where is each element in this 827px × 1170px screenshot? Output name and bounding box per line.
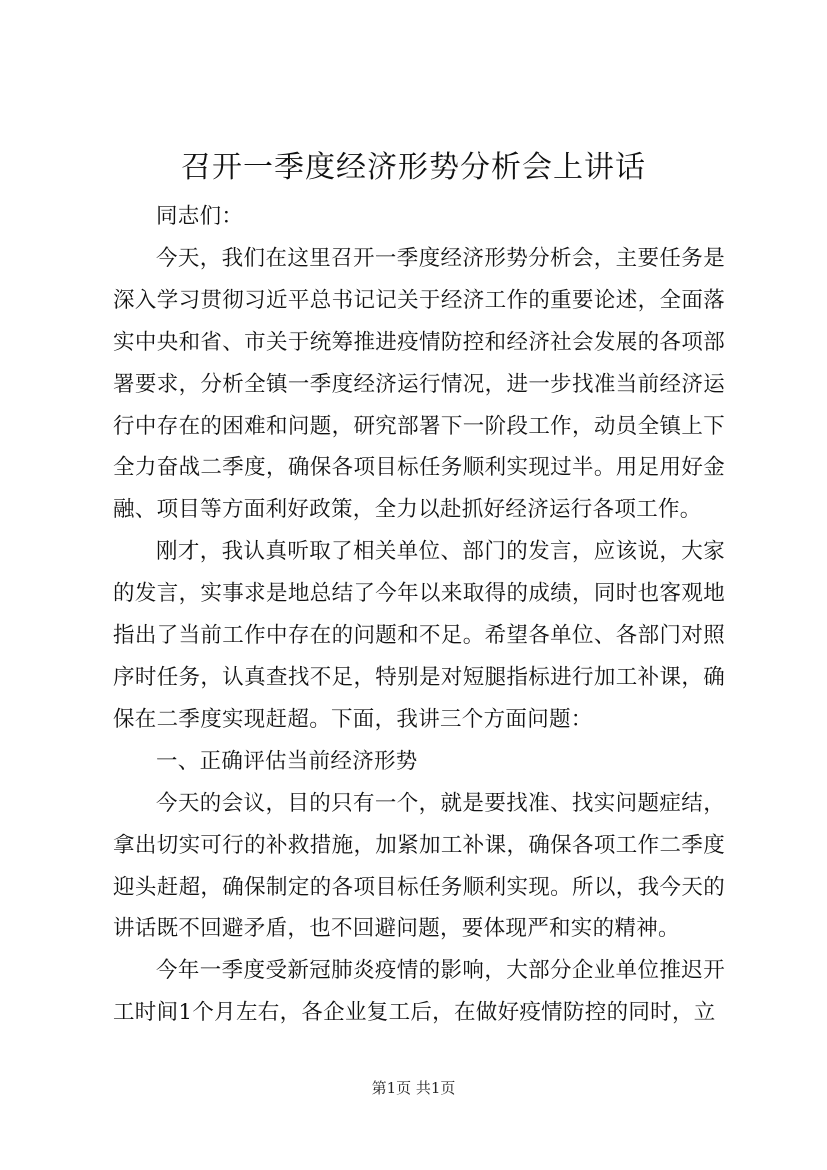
document-title: 召开一季度经济形势分析会上讲话 xyxy=(181,150,646,185)
page-footer: 第1页 共1页 xyxy=(371,1079,456,1097)
paragraph: 今年一季度受新冠肺炎疫情的影响，大部分企业单位推迟开工时间1个月左右，各企业复工后，在做好疫情防控的同时，立 xyxy=(113,958,725,1026)
paragraph: 刚才，我认真听取了相关单位、部门的发言，应该说，大家的发言，实事求是地总结了今年以来取得的成绩，同时也客观地指出了当前工作中存在的问题和不足。希望各单位、各部门对照序时任务，认真查找不足，特别是对短腿指标进行加工补课，确保在二季度实现赶超。下面，我讲三个方面问题： xyxy=(113,539,725,732)
paragraph: 今天，我们在这里召开一季度经济形势分析会，主要任务是深入学习贯彻习近平总书记记关于经济工作的重要论述，全面落实中央和省、市关于统筹推进疫情防控和经济社会发展的各项部署要求，分析全镇一季度经济运行情况，进一步找准当前经济运行中存在的困难和问题，研究部署下一阶段工作，动员全镇上下全力奋战二季度，确保各项目标任务顺利实现过半。用足用好金融、项目等方面利好政策，全力以赴抓好经济运行各项工作。 xyxy=(113,245,725,523)
document-body xyxy=(113,196,725,1034)
paragraph: 今天的会议，目的只有一个，就是要找准、找实问题症结，拿出切实可行的补救措施，加紧加工补课，确保各项工作二季度迎头赶超，确保制定的各项目标任务顺利实现。所以，我今天的讲话既不回避矛盾，也不回避问题，要体现严和实的精神。 xyxy=(113,790,725,942)
salutation: 同志们： xyxy=(156,204,244,229)
section-heading: 一、正确评估当前经济形势 xyxy=(156,748,418,774)
